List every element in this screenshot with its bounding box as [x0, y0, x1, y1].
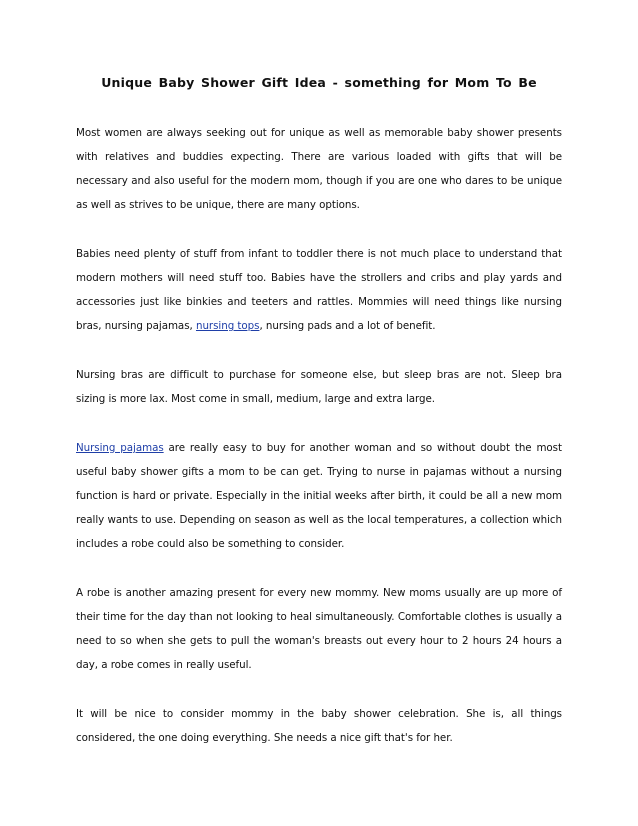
nursing-tops-link[interactable]: nursing tops [195, 320, 260, 332]
paragraph-text: It will be nice to consider mommy in the baby shower celebration. She is, all things considered, the one doing everything. She needs a nice gift that's for her. [76, 708, 562, 744]
paragraph-text: Most women are always seeking out for unique as well as memorable baby shower presents with relatives and buddies expecting. There are various loaded with gifts that will be necessary and also useful for the modern mom, though if you are one who dares to be unique as well as strives to be unique, there are many options. [76, 127, 562, 211]
paragraph-robe [76, 581, 562, 677]
paragraph-text: are really easy to buy for another woman and so without doubt the most useful baby shower gifts a mom to be can get. Trying to nurse in pajamas without a nursing function is hard or private. Especially in the initial weeks after birth, it could be all a new mom really wants to use. Depending on season as well as the local temperatures, a collection which includes a robe could also be something to consider. [76, 442, 562, 550]
paragraph-text: A robe is another amazing present for every new mommy. New moms usually are up more of their time for the day than not looking to heal simultaneously. Comfortable clothes is usually a need to so when she gets to pull the woman's breasts out every hour to 2 hours 24 hours a day, a robe comes in really useful. [76, 587, 562, 671]
paragraph-nursing-pajamas [76, 436, 562, 556]
nursing-pajamas-link[interactable]: Nursing pajamas [76, 442, 164, 454]
paragraph-text: , nursing pads and a lot of benefit. [259, 320, 436, 332]
paragraph-text: Babies need plenty of stuff from infant to toddler there is not much place to understand that modern mothers will need stuff too. Babies have the strollers and cribs and play yards and accessories just like binkies and teeters and rattles. Mommies will need things like nursing bras, nursing pajamas, [76, 248, 562, 332]
paragraph-text: Nursing bras are difficult to purchase for someone else, but sleep bras are not. Sleep bra sizing is more lax. Most come in small, medium, large and extra large. [76, 369, 562, 405]
paragraph-nursing-bras [76, 363, 562, 411]
document-title: Unique Baby Shower Gift Idea - something for Mom To Be [101, 75, 537, 90]
paragraph-closing [76, 702, 562, 750]
paragraph-intro [76, 121, 562, 217]
paragraph-babies-stuff [76, 242, 562, 338]
